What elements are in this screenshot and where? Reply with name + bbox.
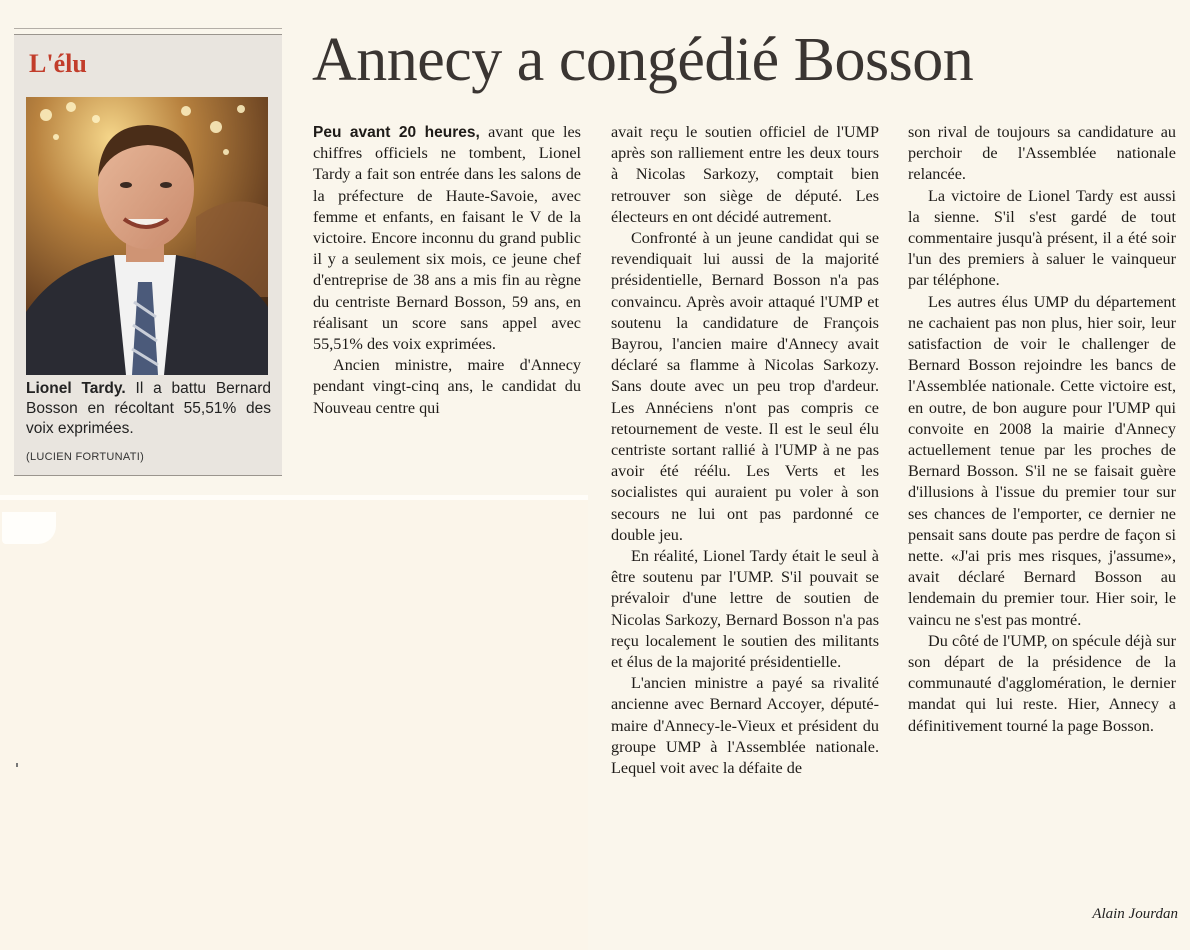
blank-area	[0, 500, 588, 950]
blank-area-notch	[2, 512, 56, 544]
sidebar-tag: L'élu	[29, 49, 87, 78]
article-headline: Annecy a congédié Bosson	[312, 26, 974, 94]
caption-text: Il a battu Bernard Bosson en récoltant 55,51% des voix exprimées.	[26, 380, 271, 437]
photo-credit: (LUCIEN FORTUNATI)	[26, 451, 145, 463]
article-column-2	[611, 122, 879, 779]
paragraph: avait reçu le soutien officiel de l'UMP après son ralliement entre les deux tours à Nicolas Sarkozy, comptait bien retrouver son siège de député. Les électeurs en ont décidé autrement.	[611, 123, 879, 226]
paragraph: L'ancien ministre a payé sa rivalité ancienne avec Bernard Accoyer, député-maire d'Annecy-le-Vieux et président du groupe UMP à l'Assemblée nationale. Lequel voit avec la défaite de	[611, 674, 879, 778]
article-column-3	[908, 122, 1176, 737]
portrait-photo	[26, 97, 268, 375]
photo-caption	[26, 379, 271, 439]
article-lead: Peu avant 20 heures,	[313, 124, 480, 141]
print-mark	[16, 763, 18, 767]
paragraph: Du côté de l'UMP, on spécule déjà sur son départ de la présidence de la communauté d'agglomération, le dernier mandat qui lui reste. Hier, Annecy a définitivement tourné la page Bosson.	[908, 631, 1176, 735]
sidebar-top-rule	[14, 28, 282, 29]
paragraph: Les autres élus UMP du département ne cachaient pas non plus, hier soir, leur satisfaction de voir le challenger de Bernard Bosson rejoindre les bancs de l'Assemblée nationale. Cette victoire est, en outre, de bon augure pour l'UMP qui convoite en 2008 la mairie d'Annecy actuellement tenue par les proches de Bernard Bosson. S'il ne se faisait guère d'illusions à l'issue du premier tour sur ses chances de l'emporter, ce dernier ne pensait sans doute pas perdre de façon si nette. «J'ai pris mes risques, j'assume», avait déclaré Bernard Bosson au lendemain du premier tour. Hier soir, le vaincu ne s'est pas montré.	[908, 292, 1176, 629]
paragraph-text: avant que les chiffres officiels ne tombent, Lionel Tardy a fait son entrée dans les salons de la préfecture de Haute-Savoie, avec femme et enfants, en faisant le V de la victoire. Encore inconnu du grand public il y a seulement six mois, ce jeune chef d'entreprise de 38 ans a mis fin au règne du centriste Bernard Bosson, 59 ans, en réalisant un score sans appel avec 55,51% des voix exprimées.	[313, 123, 581, 354]
sidebar-box	[14, 34, 282, 476]
paragraph: En réalité, Lionel Tardy était le seul à être soutenu par l'UMP. S'il pouvait se prévaloir d'une lettre de soutien de Nicolas Sarkozy, Bernard Bosson n'a pas reçu localement le soutien des militants et élus de la majorité présidentielle.	[611, 547, 879, 672]
paragraph: La victoire de Lionel Tardy est aussi la sienne. S'il s'est gardé de tout commentaire jusqu'à présent, il a été soir l'un des premiers à saluer le vainqueur par téléphone.	[908, 186, 1176, 290]
paragraph: son rival de toujours sa candidature au perchoir de l'Assemblée nationale relancée.	[908, 123, 1176, 184]
paragraph	[313, 122, 581, 355]
paragraph: Ancien ministre, maire d'Annecy pendant vingt-cinq ans, le candidat du Nouveau centre qui	[313, 356, 581, 417]
article-byline: Alain Jourdan	[1092, 906, 1178, 922]
article-column-1	[313, 122, 581, 419]
paragraph: Confronté à un jeune candidat qui se revendiquait lui aussi de la majorité présidentielle, Bernard Bosson n'a pas convaincu. Après avoir attaqué l'UMP et soutenu la candidature de François Bayrou, l'ancien maire d'Annecy avait déclaré sa flamme à Nicolas Sarkozy. Sans doute avec un peu trop d'ardeur. Les Annéciens n'ont pas compris ce retournement de veste. Il est le seul élu centriste sortant rallié à l'UMP à ne pas avoir été réélu. Les Verts et les socialistes qui auraient pu voler à son secours ne lui ont pas pardonné ce double jeu.	[611, 229, 879, 544]
portrait-illustration	[26, 97, 268, 375]
caption-name: Lionel Tardy.	[26, 380, 126, 397]
